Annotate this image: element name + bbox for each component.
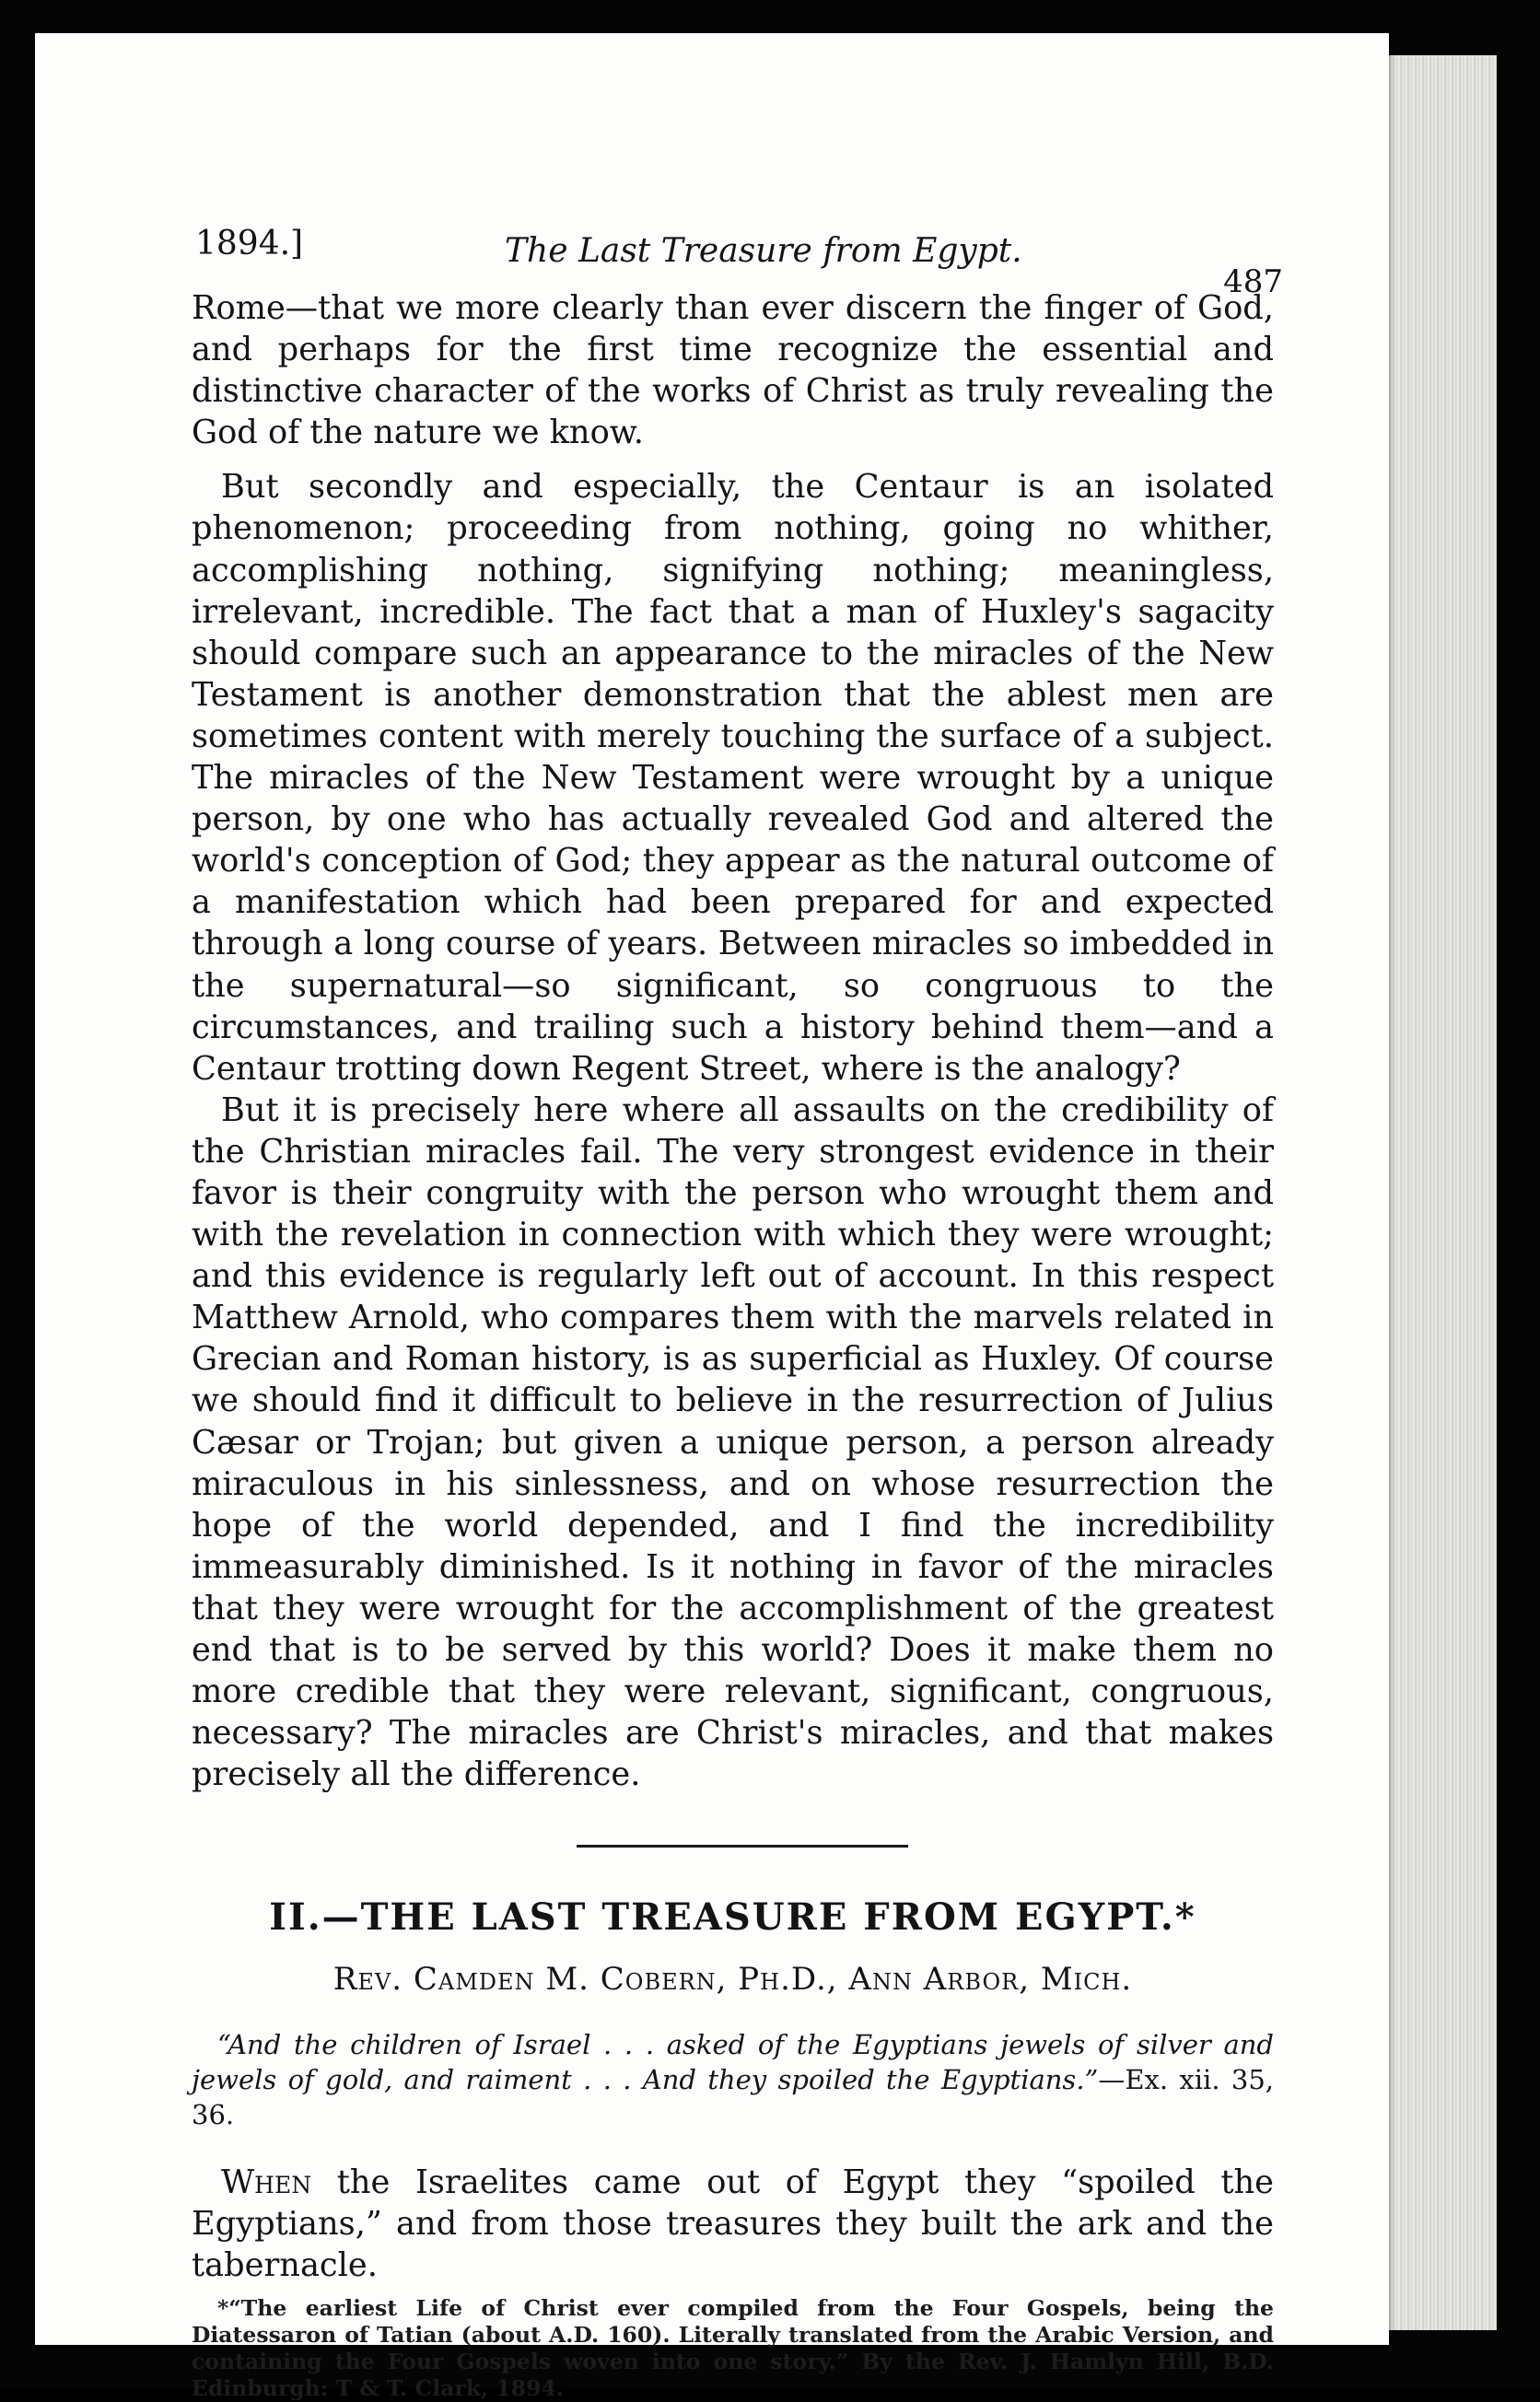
- paragraph-continuation: Rome—that we more clearly than ever discern the finger of God, and perhaps for the first time recognize the essential and distinctive character of the works of Christ as truly revealing the God of the nature we know.: [192, 289, 1274, 452]
- running-head-year: 1894.]: [195, 225, 304, 262]
- paragraph: But secondly and especially, the Centaur is an isolated phenomenon; proceeding from nothing, going no whither, accomplishing nothing, signifying nothing; meaningless, irrelevant, incredible. The fact that a man of Huxley's sagacity should compare such an appearance to the miracles of the New Testament is another demonstration that the ablest men are sometimes content with merely touching the surface of a subject. The miracles of the New Testament were wrought by a unique person, by one who has actually revealed God and altered the world's conception of God; they appear as the natural outcome of a manifestation which had been prepared for and expected through a long course of years. Between miracles so imbedded in the supernatural—so significant, so congruous to the circumstances, and trailing such a history behind them—and a Centaur trotting down Regent Street, where is the analogy?: [192, 468, 1274, 1088]
- paragraph: But it is precisely here where all assaults on the credibility of the Christian miracles fail. The very strongest evidence in their favor is their congruity with the person who wrought them and with the revelation in connection with which they were wrought; and this evidence is regularly left out of account. In this respect Matthew Arnold, who compares them with the marvels related in Grecian and Roman history, is as superficial as Huxley. Of course we should find it difficult to believe in the resurrection of Julius Cæsar or Trojan; but given a unique person, a person already miraculous in his sinlessness, and on whose resurrection the hope of the world depended, and I find the incredibility immeasurably diminished. Is it nothing in favor of the miracles that they were wrought for the accomplishment of the greatest end that is to be served by this world? Does it make them no more credible that they were relevant, significant, congruous, necessary? The miracles are Christ's miracles, and that makes precisely all the difference.: [192, 1090, 1274, 1794]
- section-divider: [577, 1845, 908, 1848]
- footnote: *“The earliest Life of Christ ever compiled from the Four Gospels, being the Diatessaron of Tatian (about A.D. 160). Literally translated from the Arabic Version, and containing the Four Gospels woven into one story.” By the Rev. J. Hamlyn Hill, B.D. Edinburgh: T & T. Clark, 1894.: [192, 2295, 1274, 2402]
- book-page: [35, 33, 1389, 2402]
- article-author: Rev. Camden M. Cobern, Ph.D., Ann Arbor, Mich.: [332, 1961, 1133, 1999]
- article-title: II.—THE LAST TREASURE FROM EGYPT.*: [269, 1895, 1196, 1940]
- running-head: [192, 217, 1283, 300]
- book-page-edges: [1386, 55, 1497, 2330]
- running-head-title: The Last Treasure from Egypt.: [505, 232, 1022, 270]
- epigraph-text: “And the children of Israel . . . asked of the Egyptians jewels of silver and jewels of gold, and raiment . . . And they spoiled the Egyptians.”: [192, 2029, 1274, 2096]
- opening-paragraph: [192, 2162, 1274, 2286]
- body-text: [192, 287, 1274, 1795]
- page-content: [192, 217, 1283, 2402]
- epigraph-reference: —Ex. xii. 35, 36.: [192, 2064, 1275, 2131]
- opening-text: the Israelites came out of Egypt they “spoiled the Egyptians,” and from those treasures they built the ark and the tabernacle.: [192, 2163, 1274, 2285]
- page-number: 487: [1223, 263, 1283, 300]
- opening-lead-word: When: [221, 2163, 312, 2202]
- epigraph: [192, 2027, 1274, 2132]
